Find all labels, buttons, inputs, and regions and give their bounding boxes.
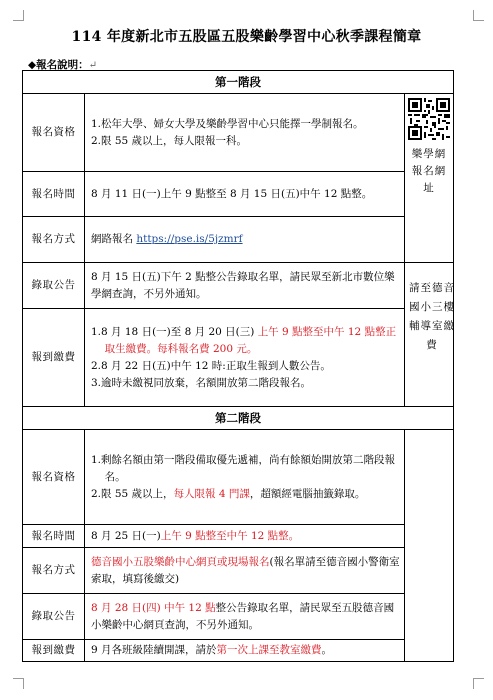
qr-code-icon <box>408 98 450 140</box>
phase1-payment-item-1-highlight: 上午 9 點整至中午 12 點整正取生繳費。每科報名費 200 元。 <box>104 325 397 355</box>
phase2-payment-text-b: 。 <box>321 644 333 656</box>
phase1-side-cell <box>405 94 454 263</box>
phase2-eligibility-label: 報名資格 <box>23 430 85 525</box>
registration-url-link[interactable]: https://pse.is/5jzmrf <box>136 233 243 245</box>
phase1-method-text: 網路報名 <box>91 233 137 245</box>
paragraph-mark-icon: ↵ <box>88 60 97 71</box>
page-corner-mark <box>473 678 484 689</box>
phase2-time-text: 8 月 25 日(一) <box>91 529 161 542</box>
phase2-eligibility-item-2-text-b: ，超額經電腦抽籤錄取。 <box>249 487 366 500</box>
phase2-heading: 第二階段 <box>23 407 454 430</box>
phase2-announce-text: 整公告錄取名單，請民眾至五股德音國小樂齡中心網頁查詢，不另外通知。 <box>91 601 395 631</box>
phase1-payment-side-cell <box>405 263 454 407</box>
phase2-eligibility-item-2-text-a: 2.限 55 歲以上， <box>91 487 174 500</box>
phase2-announce-highlight: 8 月 28 日(四) 中午 12 點 <box>91 601 216 614</box>
phase1-side-top-text: 樂學網報名網址 <box>411 148 447 194</box>
phase2-eligibility-content <box>85 430 405 525</box>
phase1-payment-item-1-text: 1.8 月 18 日(一)至 8 月 20 日(三) <box>91 325 258 338</box>
phase2-eligibility-item-2-highlight: 每人限報 4 門課 <box>173 487 250 500</box>
page-title: 114 年度新北市五股區五股樂齡學習中心秋季課程簡章 <box>71 29 422 45</box>
phase2-method-highlight: 德音國小五股樂齡中心網頁或現場報名 <box>91 555 270 568</box>
phase1-time-label: 報名時間 <box>23 172 85 217</box>
phase2-method-content <box>85 548 405 594</box>
phase1-announce-label: 錄取公告 <box>23 263 85 309</box>
phase1-method-content <box>85 217 405 263</box>
phase1-payment-item-2: 2.8 月 22 日(五)中午 12 時:正取生報到人數公告。 <box>91 359 331 372</box>
phase2-payment-label: 報到繳費 <box>23 640 85 662</box>
page-corner-mark <box>13 678 24 689</box>
phase2-eligibility-item-2 <box>91 486 400 503</box>
phase2-time-content <box>85 525 405 548</box>
registration-notes-heading-text: ◆報名說明： <box>28 59 89 71</box>
phase1-eligibility-item-1: 1.松年大學、婦女大學及樂齡學習中心只能擇一學制報名。 <box>91 117 364 130</box>
phase1-eligibility-label: 報名資格 <box>23 94 85 172</box>
phase1-method-label: 報名方式 <box>23 217 85 263</box>
phase1-payment-label: 報到繳費 <box>23 309 85 407</box>
page-corner-mark <box>473 10 484 21</box>
phase2-payment-highlight: 第一次上課至教室繳費 <box>216 644 322 656</box>
phase2-eligibility-item-1: 1.剩餘名額由第一階段備取優先遞補，尚有餘額始開放第二階段報名。 <box>91 453 396 483</box>
phase1-heading: 第一階段 <box>23 71 454 94</box>
phase2-payment-text-a: 9 月各班級陸續開課，請於 <box>91 644 217 656</box>
phase2-announce-content <box>85 594 405 640</box>
phase2-time-label: 報名時間 <box>23 525 85 548</box>
registration-table <box>22 70 454 662</box>
page-corner-mark <box>13 10 24 21</box>
phase1-eligibility-item-2: 2.限 55 歲以上，每人限報一科。 <box>91 134 248 147</box>
phase2-time-highlight: 上午 9 點整至中午 12 點整。 <box>160 529 300 542</box>
phase1-payment-content <box>85 309 405 407</box>
phase2-announce-label: 錄取公告 <box>23 594 85 640</box>
phase1-side-bottom-text: 請至德音國小三樓輔導室繳費 <box>409 282 455 351</box>
phase2-method-label: 報名方式 <box>23 548 85 594</box>
phase1-time-content: 8 月 11 日(一)上午 9 點整至 8 月 15 日(五)中午 12 點整。 <box>85 172 405 217</box>
phase1-eligibility-content <box>85 94 405 172</box>
phase2-side-cell <box>405 430 454 662</box>
phase1-payment-item-3: 3.逾時未繳視同放棄，名額開放第二階段報名。 <box>91 376 312 389</box>
phase1-payment-item-1 <box>91 324 400 358</box>
phase2-payment-content <box>85 640 405 662</box>
phase2-method-text: (報名單請至德音國小警衛室索取，填寫後繳交) <box>91 555 400 585</box>
phase1-announce-content: 8 月 15 日(五)下午 2 點整公告錄取名單，請民眾至新北市數位樂學網查詢，不另外通知。 <box>85 263 405 309</box>
